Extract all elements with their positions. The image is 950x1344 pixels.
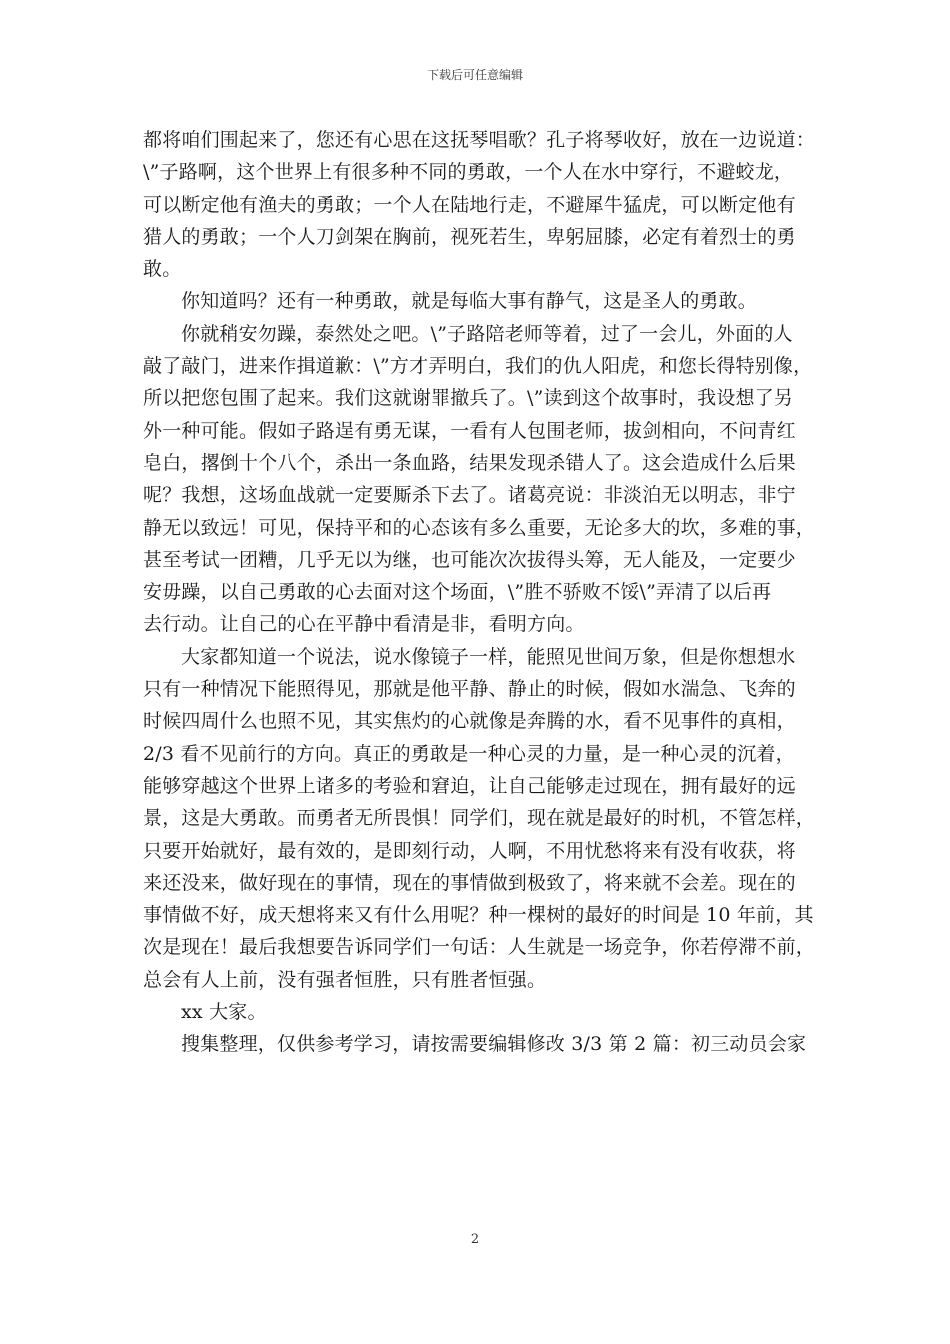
- text-line: 景，这是大勇敢。而勇者无所畏惧！同学们，现在就是最好的时机，不管怎样，: [143, 807, 816, 830]
- text-line: 都将咱们围起来了，您还有心思在这抚琴唱歌？孔子将琴收好，放在一边说道：: [143, 129, 816, 151]
- page-header: 下载后可任意编辑: [426, 68, 523, 82]
- text-line: 2/3 看不见前行的方向。真正的勇敢是一种心灵的力量，是一种心灵的沉着，: [143, 742, 795, 765]
- text-line: 能够穿越这个世界上诸多的考验和窘迫，让自己能够走过现在，拥有最好的远: [143, 774, 796, 797]
- text-line: 次是现在！最后我想要告诉同学们一句话：人生就是一场竞争，你若停滞不前，: [143, 936, 816, 959]
- text-line: 呢？我想，这场血战就一定要厮杀下去了。诸葛亮说：非淡泊无以明志，非宁: [143, 484, 796, 507]
- page-number: 2: [470, 1232, 480, 1247]
- text-line: 时候四周什么也照不见，其实焦灼的心就像是奔腾的水，看不见事件的真相，: [143, 710, 796, 733]
- paragraph-start-line: 大家都知道一个说法，说水像镜子一样，能照见世间万象，但是你想想水: [181, 645, 796, 668]
- text-line: 所以把您包围了起来。我们这就谢罪撤兵了。\”读到这个故事时，我设想了另: [143, 387, 794, 410]
- text-line: 可以断定他有渔夫的勇敢；一个人在陆地行走，不避犀牛猛虎，可以断定他有: [143, 193, 796, 216]
- text-line: 皂白，撂倒十个八个，杀出一条血路，结果发现杀错人了。这会造成什么后果: [143, 451, 796, 474]
- text-line: 只要开始就好，最有效的，是即刻行动，人啊，不用忧愁将来有没有收获，将: [143, 839, 796, 862]
- document-body: [143, 124, 823, 1061]
- text-line: 外一种可能。假如子路逞有勇无谋，一看有人包围老师，拔剑相向，不问青红: [143, 419, 796, 442]
- text-line: 安毋躁，以自己勇敢的心去面对这个场面，\”胜不骄败不馁\”弄清了以后再: [143, 581, 772, 604]
- text-line: 敢。: [143, 258, 182, 281]
- text-line: 静无以致远！可见，保持平和的心态该有多么重要，无论多大的坎，多难的事，: [143, 516, 816, 539]
- text-line: 来还没来，做好现在的事情，现在的事情做到极致了，将来就不会差。现在的: [143, 871, 796, 894]
- paragraph-start-line: 你就稍安勿躁，泰然处之吧。\”子路陪老师等着，过了一会儿，外面的人: [181, 322, 793, 345]
- text-line: 去行动。让自己的心在平静中看清是非，看明方向。: [143, 613, 585, 636]
- paragraph-start-line: 你知道吗？还有一种勇敢，就是每临大事有静气，这是圣人的勇敢。: [181, 290, 758, 313]
- text-line: 敲了敲门，进来作揖道歉：\”方才弄明白，我们的仇人阳虎，和您长得特别像，: [143, 355, 813, 378]
- text-line: 总会有人上前，没有强者恒胜，只有胜者恒强。: [143, 968, 547, 991]
- text-line: 只有一种情况下能照得见，那就是他平静、静止的时候，假如水湍急、飞奔的: [143, 678, 796, 701]
- text-line: 甚至考试一团糟，几乎无以为继，也可能次次拔得头筹，无人能及，一定要少: [143, 548, 796, 571]
- text-line: \”子路啊，这个世界上有很多种不同的勇敢，一个人在水中穿行，不避蛟龙，: [143, 161, 794, 184]
- text-line: 事情做不好，成天想将来又有什么用呢？种一棵树的最好的时间是 10 年前，其: [143, 904, 814, 927]
- paragraph-start-line: 搜集整理，仅供参考学习，请按需要编辑修改 3/3 第 2 篇：初三动员会家: [181, 1033, 807, 1056]
- text-line: 猎人的勇敢；一个人刀剑架在胸前，视死若生，卑躬屈膝，必定有着烈士的勇: [143, 225, 796, 248]
- paragraph-start-line: xx 大家。: [181, 1001, 267, 1024]
